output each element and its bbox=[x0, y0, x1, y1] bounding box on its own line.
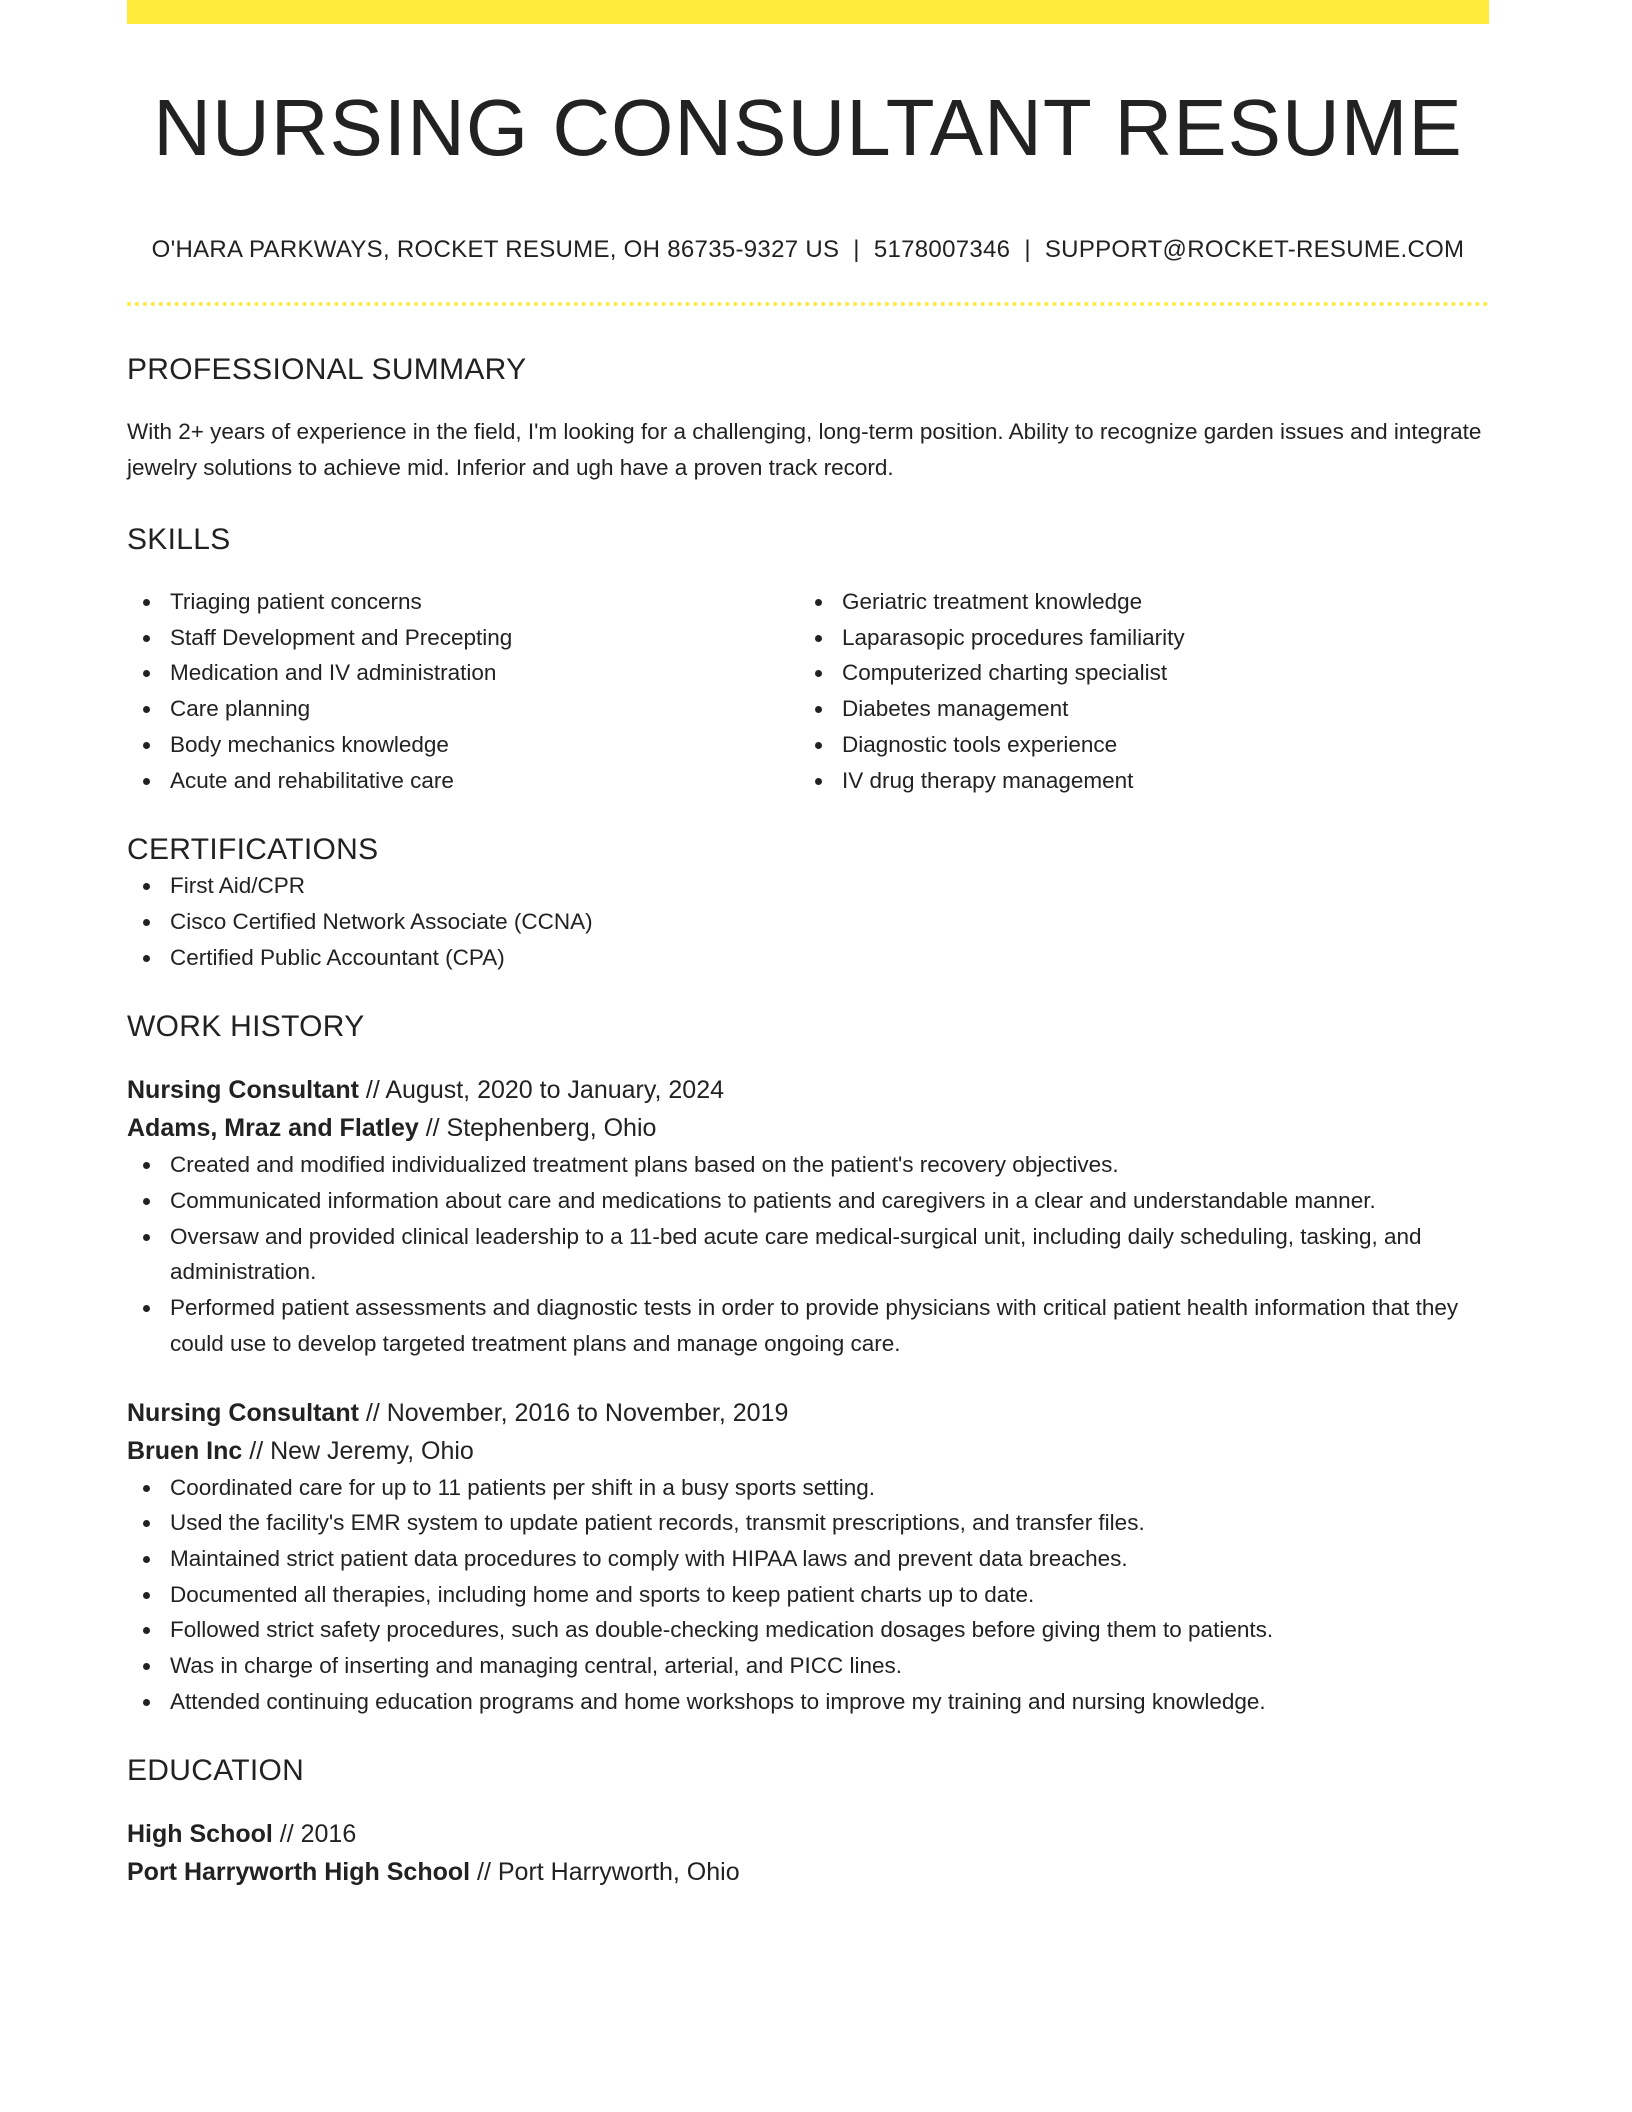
skill-item: Medication and IV administration bbox=[127, 655, 799, 691]
dotted-divider bbox=[127, 302, 1489, 306]
job-duty: Oversaw and provided clinical leadership to a 11-bed acute care medical-surgical unit, including daily scheduling, tasking, and administration. bbox=[127, 1219, 1489, 1290]
skill-item: Laparasopic procedures familiarity bbox=[799, 620, 1471, 656]
job-title: Nursing Consultant bbox=[127, 1076, 359, 1105]
job-dates: // August, 2020 to January, 2024 bbox=[358, 1076, 725, 1105]
job-duty: Created and modified individualized treatment plans based on the patient's recovery objectives. bbox=[127, 1147, 1489, 1183]
job-duty: Documented all therapies, including home and sports to keep patient charts up to date. bbox=[127, 1577, 1489, 1613]
summary-text: With 2+ years of experience in the field, I'm looking for a challenging, long-term position. Ability to recognize garden issues and integrate jewelry solutions to achieve mid. Inferior and ugh have a proven track record. bbox=[127, 419, 1482, 480]
job-duty: Maintained strict patient data procedures to comply with HIPAA laws and prevent data breaches. bbox=[127, 1541, 1489, 1577]
education-school: Port Harryworth High School bbox=[127, 1858, 471, 1887]
contact-address: O'HARA PARKWAYS, ROCKET RESUME, OH 86735-9327 US bbox=[151, 236, 840, 263]
skills-heading: SKILLS bbox=[127, 523, 231, 556]
job-company: Adams, Mraz and Flatley bbox=[127, 1114, 419, 1143]
accent-top-bar bbox=[127, 0, 1489, 24]
job-dates: // November, 2016 to November, 2019 bbox=[358, 1398, 789, 1427]
job-entry bbox=[127, 1071, 1489, 1361]
job-company-line bbox=[127, 1109, 1489, 1147]
certifications-list bbox=[127, 868, 1489, 975]
certification-item: Certified Public Accountant (CPA) bbox=[127, 940, 1489, 976]
skill-item: Geriatric treatment knowledge bbox=[799, 584, 1471, 620]
summary-heading: PROFESSIONAL SUMMARY bbox=[127, 353, 527, 386]
work-history-heading: WORK HISTORY bbox=[127, 1010, 365, 1044]
certification-item: First Aid/CPR bbox=[127, 868, 1489, 904]
skill-item: Care planning bbox=[127, 691, 799, 727]
skills-right-column bbox=[799, 584, 1471, 798]
skill-item: Diabetes management bbox=[799, 691, 1471, 727]
job-duty: Was in charge of inserting and managing central, arterial, and PICC lines. bbox=[127, 1648, 1489, 1684]
skill-item: IV drug therapy management bbox=[799, 763, 1471, 799]
job-title: Nursing Consultant bbox=[127, 1398, 359, 1427]
job-entry bbox=[127, 1394, 1489, 1720]
skills-columns bbox=[127, 584, 1489, 798]
contact-separator: | bbox=[853, 236, 860, 263]
skills-left-column bbox=[127, 584, 799, 798]
job-duty: Attended continuing education programs and home workshops to improve my training and nursing knowledge. bbox=[127, 1684, 1489, 1720]
contact-email: SUPPORT@ROCKET-RESUME.COM bbox=[1044, 236, 1465, 263]
job-duty: Coordinated care for up to 11 patients per shift in a busy sports setting. bbox=[127, 1470, 1489, 1506]
job-company: Bruen Inc bbox=[127, 1436, 243, 1465]
resume-title: NURSING CONSULTANT RESUME bbox=[153, 83, 1463, 172]
skill-item: Staff Development and Precepting bbox=[127, 620, 799, 656]
skill-item: Computerized charting specialist bbox=[799, 655, 1471, 691]
education-location: // Port Harryworth, Ohio bbox=[470, 1858, 740, 1887]
job-company-line bbox=[127, 1432, 1489, 1470]
contact-phone: 5178007346 bbox=[873, 236, 1011, 263]
job-duties-list bbox=[127, 1470, 1489, 1720]
skill-item: Body mechanics knowledge bbox=[127, 727, 799, 763]
education-year: // 2016 bbox=[272, 1820, 357, 1849]
certification-item: Cisco Certified Network Associate (CCNA) bbox=[127, 904, 1489, 940]
skill-item: Acute and rehabilitative care bbox=[127, 763, 799, 799]
job-duty: Followed strict safety procedures, such as double-checking medication dosages before giving them to patients. bbox=[127, 1612, 1489, 1648]
contact-separator: | bbox=[1024, 236, 1031, 263]
education-school-line bbox=[127, 1853, 1489, 1891]
job-duty: Used the facility's EMR system to update patient records, transmit prescriptions, and transfer files. bbox=[127, 1505, 1489, 1541]
resume-page bbox=[127, 0, 1489, 1891]
job-duty: Performed patient assessments and diagnostic tests in order to provide physicians with critical patient health information that they could use to develop targeted treatment plans and manage ongoing care. bbox=[127, 1290, 1489, 1361]
job-location: // Stephenberg, Ohio bbox=[418, 1114, 657, 1143]
contact-line bbox=[127, 236, 1489, 264]
skill-item: Triaging patient concerns bbox=[127, 584, 799, 620]
certifications-heading: CERTIFICATIONS bbox=[127, 833, 379, 867]
job-title-line bbox=[127, 1071, 1489, 1109]
education-degree: High School bbox=[127, 1820, 273, 1849]
job-title-line bbox=[127, 1394, 1489, 1432]
skill-item: Diagnostic tools experience bbox=[799, 727, 1471, 763]
job-duties-list bbox=[127, 1147, 1489, 1361]
education-degree-line bbox=[127, 1815, 1489, 1853]
education-heading: EDUCATION bbox=[127, 1754, 305, 1788]
job-duty: Communicated information about care and medications to patients and caregivers in a clear and understandable manner. bbox=[127, 1183, 1489, 1219]
job-location: // New Jeremy, Ohio bbox=[242, 1436, 474, 1465]
